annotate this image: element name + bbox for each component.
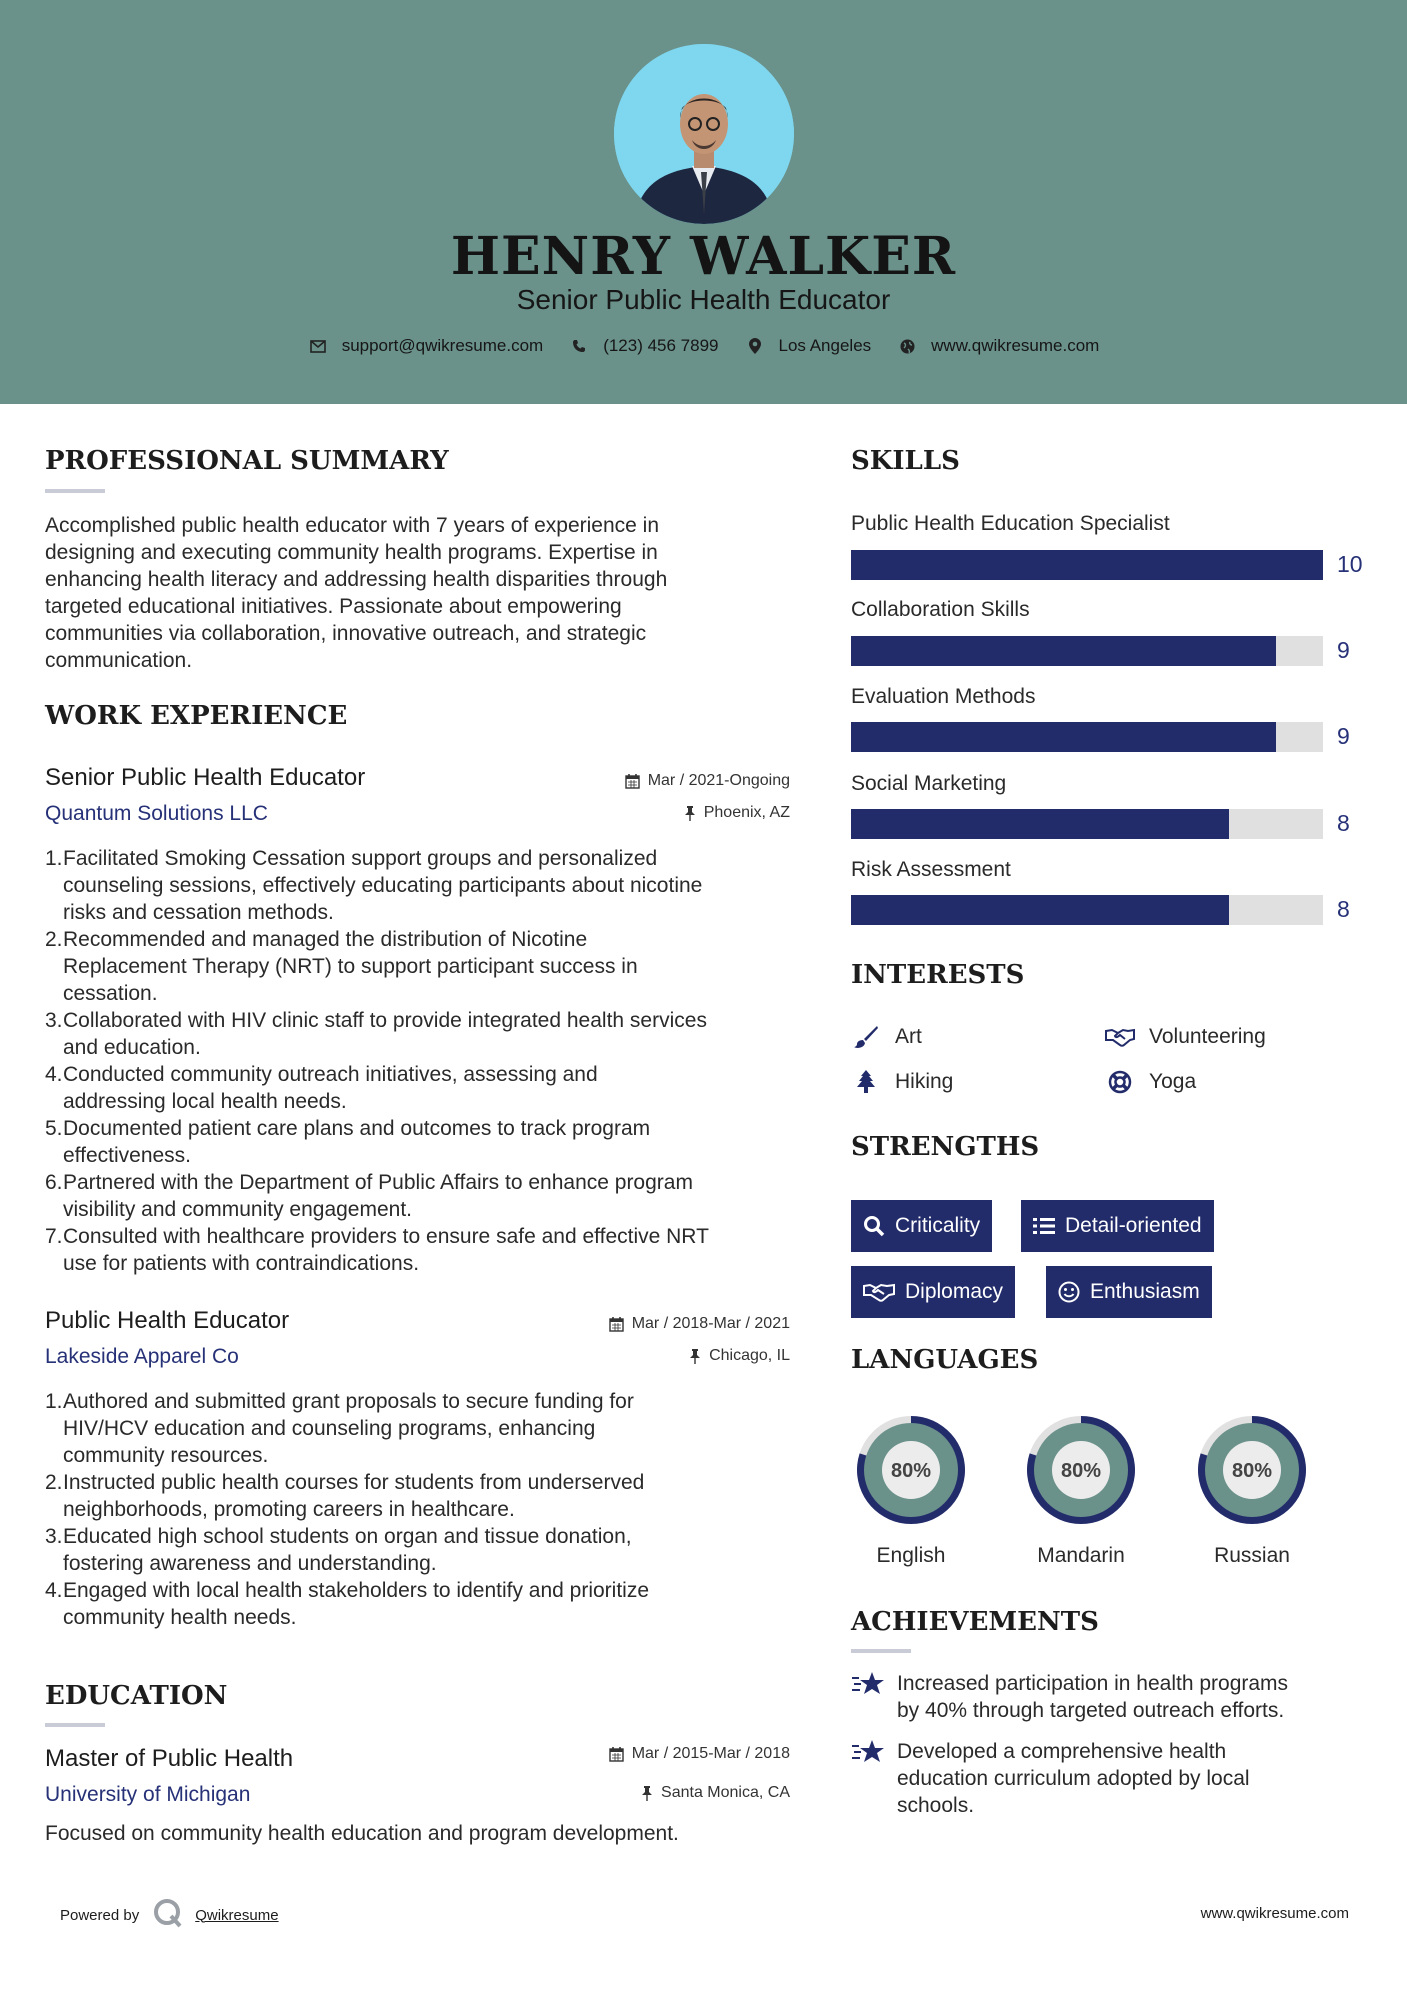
skill-bar-fill bbox=[851, 722, 1276, 752]
location-text: Los Angeles bbox=[778, 336, 872, 355]
powered-by-text: Powered by bbox=[60, 1906, 140, 1924]
skill-label: Evaluation Methods bbox=[851, 685, 1036, 708]
achievements-heading: ACHIEVEMENTS bbox=[851, 1607, 1099, 1637]
phone-icon bbox=[569, 336, 589, 356]
skill-bar-fill bbox=[851, 636, 1276, 666]
strength-tag: Enthusiasm bbox=[1046, 1266, 1212, 1318]
summary-heading-underline bbox=[45, 489, 105, 493]
job-dates-text: Mar / 2018-Mar / 2021 bbox=[631, 1315, 790, 1332]
strength-tag: Diplomacy bbox=[851, 1266, 1015, 1318]
skill-label: Risk Assessment bbox=[851, 858, 1011, 881]
interest-item: Yoga bbox=[1105, 1069, 1196, 1095]
profile-photo bbox=[614, 44, 794, 224]
job-dates bbox=[490, 1315, 790, 1333]
strength-tag: Detail-oriented bbox=[1021, 1200, 1214, 1252]
list-item: 7. Consulted with healthcare providers to ensure safe and effective NRT use for patients with contraindications. bbox=[45, 1225, 709, 1275]
list-item: 6. Partnered with the Department of Public Affairs to enhance program visibility and community engagement. bbox=[45, 1171, 693, 1221]
degree-title: Master of Public Health bbox=[45, 1745, 294, 1772]
skill-value: 10 bbox=[1337, 551, 1363, 577]
list-item: 3. Educated high school students on organ and tissue donation, fostering awareness and understanding. bbox=[45, 1525, 632, 1575]
education-location bbox=[490, 1784, 790, 1802]
skill-bar bbox=[851, 895, 1323, 925]
brand-link[interactable]: Qwikresume bbox=[195, 1906, 279, 1924]
company-name: Quantum Solutions LLC bbox=[45, 802, 268, 825]
skill-value: 9 bbox=[1337, 637, 1350, 663]
job-title: Senior Public Health Educator bbox=[45, 764, 366, 791]
interest-item: Hiking bbox=[851, 1069, 953, 1095]
resume-header bbox=[0, 0, 1407, 404]
language-percent: 80% bbox=[1060, 1460, 1102, 1482]
interest-item: Art bbox=[851, 1024, 922, 1050]
language-ring bbox=[1192, 1410, 1312, 1530]
star-award-icon bbox=[851, 1670, 887, 1700]
contact-website[interactable] bbox=[897, 336, 1099, 356]
summary-line: designing and executing community health programs. Expertise in bbox=[45, 541, 658, 564]
email-text: support@qwikresume.com bbox=[341, 336, 544, 355]
lifering-icon bbox=[1105, 1069, 1135, 1095]
school-name: University of Michigan bbox=[45, 1783, 251, 1806]
website-text: www.qwikresume.com bbox=[931, 336, 1100, 355]
tree-icon bbox=[851, 1069, 881, 1095]
summary-line: targeted educational initiatives. Passionate about empowering bbox=[45, 595, 622, 618]
candidate-name: HENRY WALKER bbox=[450, 226, 957, 287]
list-item: 2. Instructed public health courses for students from underserved neighborhoods, promoting careers in healthcare. bbox=[45, 1471, 645, 1521]
list-icon bbox=[1033, 1217, 1055, 1235]
person-portrait-icon bbox=[614, 44, 794, 224]
job-location-text: Chicago, IL bbox=[709, 1347, 790, 1364]
contact-location bbox=[745, 336, 872, 356]
language-ring bbox=[1021, 1410, 1141, 1530]
language-ring bbox=[851, 1410, 971, 1530]
pushpin-icon bbox=[689, 1349, 701, 1364]
footer-website[interactable]: www.qwikresume.com bbox=[1200, 1905, 1349, 1922]
education-dates bbox=[490, 1745, 790, 1763]
job-location bbox=[490, 1347, 790, 1365]
skill-label: Social Marketing bbox=[851, 772, 1007, 795]
list-item: 5. Documented patient care plans and outcomes to track program effectiveness. bbox=[45, 1117, 651, 1167]
list-item: 1. Authored and submitted grant proposals to secure funding for HIV/HCV education and counseling programs, enhancing community resources. bbox=[45, 1390, 634, 1467]
footer-powered-by bbox=[60, 1898, 279, 1932]
contact-phone[interactable] bbox=[569, 336, 718, 356]
job-dates-text: Mar / 2021-Ongoing bbox=[647, 772, 790, 789]
paintbrush-icon bbox=[851, 1024, 881, 1050]
company-name: Lakeside Apparel Co bbox=[45, 1345, 239, 1368]
skill-bar-fill bbox=[851, 550, 1323, 580]
skill-bar bbox=[851, 636, 1323, 666]
summary-text bbox=[45, 512, 785, 674]
skill-bar bbox=[851, 722, 1323, 752]
achievement-item: Developed a comprehensive health education curriculum adopted by local schools. bbox=[851, 1738, 1371, 1819]
envelope-icon bbox=[308, 336, 328, 356]
contact-email[interactable] bbox=[308, 336, 544, 356]
candidate-title: Senior Public Health Educator bbox=[516, 284, 891, 315]
summary-line: communities via collaboration, innovative outreach, and strategic bbox=[45, 622, 647, 645]
job-location-text: Phoenix, AZ bbox=[703, 804, 790, 821]
phone-text: (123) 456 7899 bbox=[603, 336, 719, 355]
interest-item: Volunteering bbox=[1105, 1024, 1266, 1050]
skill-value: 8 bbox=[1337, 896, 1350, 922]
pushpin-icon bbox=[684, 806, 696, 821]
languages-heading: LANGUAGES bbox=[851, 1345, 1039, 1375]
calendar-icon bbox=[609, 1317, 624, 1332]
skill-bar bbox=[851, 809, 1323, 839]
language-label: Mandarin bbox=[1037, 1544, 1125, 1567]
skills-heading: SKILLS bbox=[851, 446, 960, 476]
summary-line: enhancing health literacy and addressing health disparities through bbox=[45, 568, 668, 591]
language-percent: 80% bbox=[890, 1460, 932, 1482]
education-heading-underline bbox=[45, 1723, 105, 1727]
skill-label: Collaboration Skills bbox=[851, 598, 1030, 621]
skill-bar-fill bbox=[851, 809, 1229, 839]
skill-value: 9 bbox=[1337, 723, 1350, 749]
education-location-text: Santa Monica, CA bbox=[661, 1784, 790, 1801]
achievement-item: Increased participation in health programs by 40% through targeted outreach efforts. bbox=[851, 1670, 1371, 1724]
interests-heading: INTERESTS bbox=[851, 960, 1025, 990]
contact-bar bbox=[0, 336, 1407, 356]
pushpin-icon bbox=[641, 1786, 653, 1801]
search-icon bbox=[863, 1215, 885, 1237]
handshake-icon bbox=[1105, 1024, 1135, 1050]
education-dates-text: Mar / 2015-Mar / 2018 bbox=[631, 1745, 790, 1762]
education-description: Focused on community health education and program development. bbox=[45, 1822, 679, 1845]
calendar-icon bbox=[625, 774, 640, 789]
skill-bar-fill bbox=[851, 895, 1229, 925]
job-responsibilities bbox=[45, 1388, 805, 1631]
language-label: Russian bbox=[1214, 1544, 1290, 1567]
skill-label: Public Health Education Specialist bbox=[851, 512, 1170, 535]
globe-icon bbox=[897, 336, 917, 356]
list-item: 2. Recommended and managed the distribution of Nicotine Replacement Therapy (NRT) to support participant success in cessation. bbox=[45, 928, 638, 1005]
map-pin-icon bbox=[745, 336, 765, 356]
job-location bbox=[490, 804, 790, 822]
job-dates bbox=[490, 772, 790, 790]
list-item: 3. Collaborated with HIV clinic staff to provide integrated health services and education. bbox=[45, 1009, 707, 1059]
star-award-icon bbox=[851, 1738, 887, 1768]
language-percent: 80% bbox=[1231, 1460, 1273, 1482]
qwikresume-logo-icon bbox=[153, 1898, 183, 1932]
list-item: 1. Facilitated Smoking Cessation support groups and personalized counseling sessions, effectively educating participants about nicotine risks and cessation methods. bbox=[45, 847, 703, 924]
list-item: 4. Engaged with local health stakeholders to identify and prioritize community health needs. bbox=[45, 1579, 650, 1629]
achievements-heading-underline bbox=[851, 1649, 911, 1653]
strength-tag: Criticality bbox=[851, 1200, 992, 1252]
job-title: Public Health Educator bbox=[45, 1307, 290, 1334]
strengths-heading: STRENGTHS bbox=[851, 1132, 1040, 1162]
handshake-icon bbox=[863, 1282, 895, 1302]
summary-line: Accomplished public health educator with 7 years of experience in bbox=[45, 514, 660, 537]
job-responsibilities bbox=[45, 845, 805, 1277]
language-label: English bbox=[876, 1544, 946, 1567]
list-item: 4. Conducted community outreach initiatives, assessing and addressing local health needs. bbox=[45, 1063, 598, 1113]
skill-value: 8 bbox=[1337, 810, 1350, 836]
skill-bar bbox=[851, 550, 1323, 580]
experience-heading: WORK EXPERIENCE bbox=[45, 701, 348, 731]
summary-line: communication. bbox=[45, 649, 193, 672]
education-heading: EDUCATION bbox=[45, 1681, 228, 1711]
smile-icon bbox=[1058, 1281, 1080, 1303]
calendar-icon bbox=[609, 1747, 624, 1762]
summary-heading: PROFESSIONAL SUMMARY bbox=[45, 446, 449, 476]
